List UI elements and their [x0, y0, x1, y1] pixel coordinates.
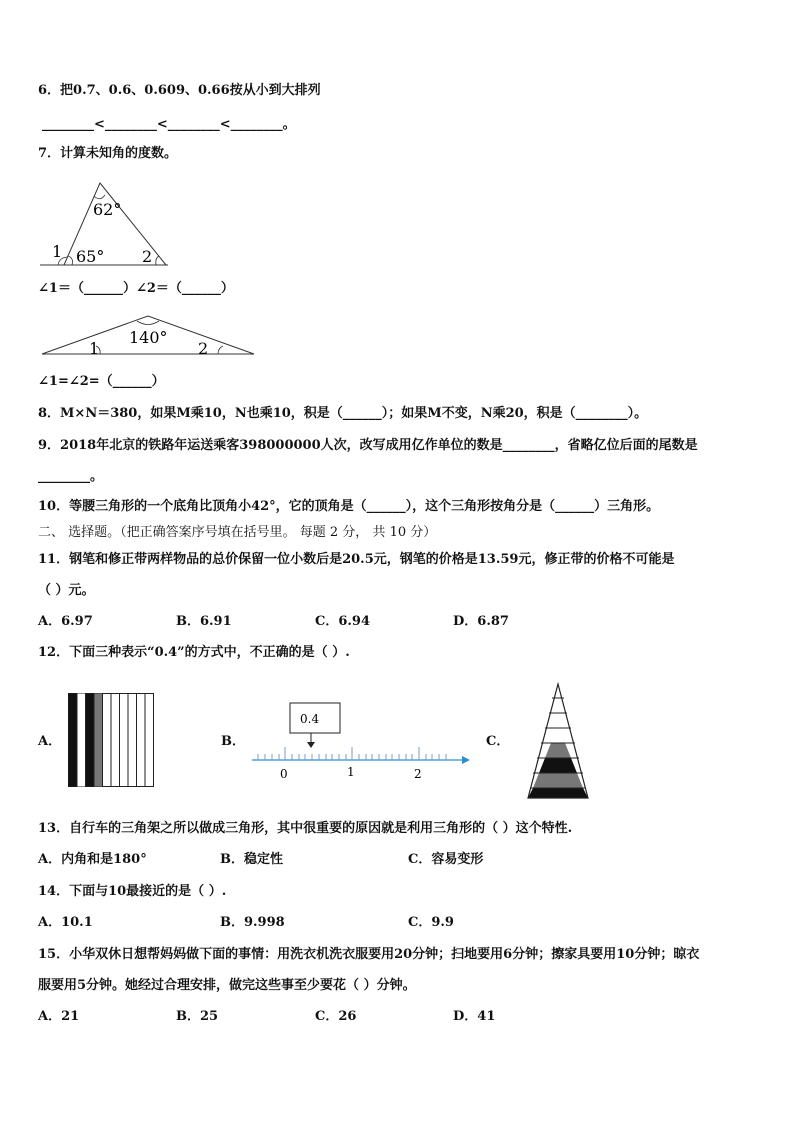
tick-label-2: 2 [414, 767, 422, 781]
tick-label-1: 1 [347, 765, 355, 779]
triangle-1-figure [38, 178, 178, 270]
figure-a-bar-grid [68, 693, 154, 787]
option-c: C．容易变形 [408, 852, 484, 867]
question-10: 10．等腰三角形的一个底角比顶角小42°，它的顶角是（______），这个三角形按角分是（______）三角形。 [38, 499, 660, 514]
down-arrow-icon [307, 742, 315, 748]
question-14: 14．下面与10最接近的是（ ）. [38, 884, 227, 899]
tick-label-0: 0 [280, 767, 288, 781]
figure-c-label: C． [486, 734, 510, 749]
option-a: A．10.1 [38, 915, 93, 930]
option-b: B．25 [176, 1009, 219, 1024]
triangle-2-label-2: 2 [198, 339, 209, 358]
option-c: C．6.94 [315, 614, 371, 629]
option-b: B．9.998 [220, 915, 285, 930]
question-11: 11．钢笔和修正带两样物品的总价保留一位小数后是20.5元，钢笔的价格是13.59元，修正带的价格不可能是 [38, 552, 675, 567]
question-7-blank-1: ∠1＝（______）∠2＝（______） [38, 281, 234, 296]
option-d: D．41 [453, 1009, 496, 1024]
figure-a-label: A． [38, 734, 62, 749]
question-6: 6．把0.7、0.6、0.609、0.66按从小到大排列 [38, 83, 321, 98]
option-c: C．9.9 [408, 915, 454, 930]
triangle-1-left-angle: 65° [76, 247, 105, 266]
question-7: 7．计算未知角的度数。 [38, 146, 178, 161]
option-a: A．内角和是180° [38, 852, 147, 867]
question-11-options [38, 613, 558, 631]
section-2-heading: 二、 选择题。（把正确答案序号填在括号里。 每题 2 分， 共 10 分） [38, 525, 437, 540]
triangle-2-top-angle: 140° [129, 328, 168, 347]
question-9-tail: ________。 [38, 469, 104, 484]
triangle-2-figure [38, 312, 258, 358]
question-15-options [38, 1008, 558, 1026]
question-14-options [38, 914, 558, 932]
question-7-blank-2: ∠1=∠2=（______） [38, 374, 165, 389]
option-b: B．6.91 [176, 614, 232, 629]
question-15: 15．小华双休日想帮妈妈做下面的事情：用洗衣机洗衣服要用20分钟；扫地要用6分钟；擦家具要用10分钟；晾衣 [38, 947, 700, 962]
question-15-tail: 服要用5分钟。她经过合理安排，做完这些事至少要花（ ）分钟。 [38, 978, 416, 993]
option-c: C．26 [315, 1009, 357, 1024]
triangle-1-label-2: 2 [142, 247, 153, 266]
figure-b-label: B． [221, 734, 245, 749]
figure-b-number-line [250, 700, 472, 784]
question-13-options [38, 851, 558, 869]
option-a: A．6.97 [38, 614, 93, 629]
question-11-tail: （ ）元。 [38, 583, 95, 598]
triangle-1-label-1: 1 [52, 242, 63, 261]
option-d: D．6.87 [453, 614, 509, 629]
option-a: A．21 [38, 1009, 80, 1024]
arrow-right-icon [462, 756, 470, 764]
question-13: 13．自行车的三角架之所以做成三角形，其中很重要的原因就是利用三角形的（ ）这个特性. [38, 821, 573, 836]
figure-c-layered-triangle [512, 682, 604, 800]
question-9: 9．2018年北京的铁路年运送乘客398000000人次，改写成用亿作单位的数是________，省略亿位后面的尾数是 [38, 438, 698, 453]
question-12: 12．下面三种表示“0.4”的方式中，不正确的是（ ）. [38, 645, 350, 660]
question-8: 8．M×N＝380，如果M乘10，N也乘10，积是（______）；如果M不变，N乘20，积是（________）。 [38, 406, 648, 421]
triangle-1-top-angle: 62° [93, 200, 122, 219]
option-b: B．稳定性 [220, 852, 283, 867]
triangle-2-label-1: 1 [89, 339, 100, 358]
question-6-answer-line: ________<________<________<________。 [42, 117, 296, 132]
number-line-value-box: 0.4 [300, 712, 320, 726]
